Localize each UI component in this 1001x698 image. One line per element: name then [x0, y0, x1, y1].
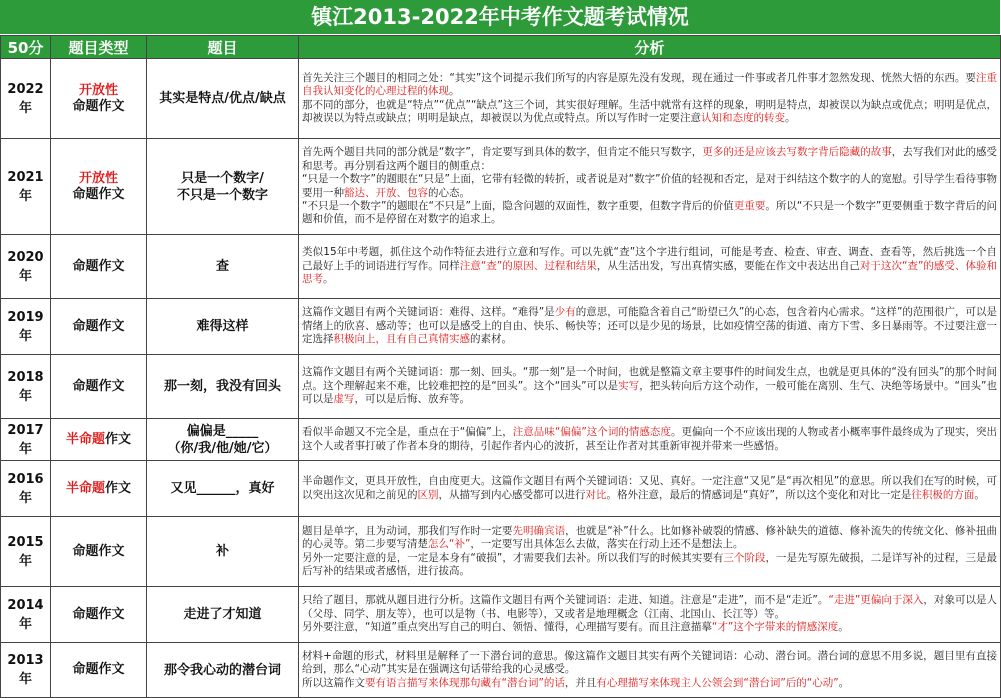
year-cell: 2014年 [1, 587, 51, 643]
analysis-text: 那不同的部分，也就是“特点”“优点”“缺点”这三个词，其实很好理解。生活中就常有这样的现象，明明是特点，却被误以为缺点或优点；明明是优点，却被误以为特点或缺点；明明是缺点，却被误以为优点或特点。所以写作时一定要注意 [302, 98, 997, 124]
year-cell: 2013年 [1, 643, 51, 698]
header-type: 题目类型 [51, 36, 147, 59]
analysis-text: 。 [785, 111, 796, 124]
year-cell: 2015年 [1, 517, 51, 587]
analysis-text: 这篇作文题目有两个关键词语：难得、这样。“难得”是 [302, 306, 555, 319]
type-label: 命题作文 [72, 318, 125, 334]
type-emphasis: 半命题 [65, 431, 105, 447]
table-row [1, 299, 1001, 355]
year-cell: 2016年 [1, 461, 51, 517]
table-row [1, 355, 1001, 419]
topic-cell [147, 355, 299, 419]
type-label: 命题作文 [72, 98, 125, 114]
topic-cell [147, 517, 299, 587]
topic-line: 那一刻，我没有回头 [163, 379, 281, 394]
type-cell [51, 139, 147, 235]
analysis-text: 题目是单字，且为动词，那我们写作时一定要 [302, 524, 513, 537]
analysis-paragraph [302, 426, 997, 453]
exam-table [0, 35, 1001, 698]
topic-cell [147, 299, 299, 355]
analysis-text: 这篇作文题目有两个关键词语：那一刻、回头。“那一刻”是一个时间，也就是整篇文章主要事件的时间发生点，也就是更具体的“没有回头”的那个时间点。这个理解起来不难，比较难把控的是“回头”。这个“回头”可以是 [302, 366, 997, 392]
analysis-text: 的心态。 [428, 186, 470, 199]
year-cell: 2021年 [1, 139, 51, 235]
analysis-text: ，把头转向后方这个动作，一般可能在离别、生气、决绝等场景中。“回头”也可以是 [302, 379, 997, 406]
analysis-paragraph [302, 72, 997, 99]
year-cell: 2018年 [1, 355, 51, 419]
analysis-cell [299, 461, 1001, 517]
type-cell [51, 643, 147, 698]
header-row [1, 36, 1001, 59]
type-cell [51, 235, 147, 299]
analysis-paragraph [302, 552, 997, 579]
header-analysis: 分析 [299, 36, 1001, 59]
analysis-paragraph [302, 677, 997, 690]
analysis-text: ，并且 [564, 676, 597, 689]
topic-cell [147, 587, 299, 643]
type-label: 作文 [105, 480, 132, 496]
type-emphasis: 半命题 [65, 480, 105, 496]
analysis-paragraph [302, 366, 997, 406]
topic-line: 只是一个数字/ [181, 170, 264, 186]
topic-line: 其实是特点/优点/缺点 [159, 91, 286, 106]
topic-line: 难得这样 [196, 319, 249, 334]
type-label: 作文 [105, 431, 132, 447]
analysis-cell [299, 139, 1001, 235]
analysis-text: 。所以“不只是一个数字”更要侧重于数字背后的问题和价值，而不是停留在对数字的追求上。 [302, 199, 997, 226]
analysis-text: 类似15年中考题，抓住这个动作特征去进行立意和写作。可以先就“查”这个字进行组词，可能是考查、检查、审查、调查、查看等，然后挑选一个自己最好上手的词语进行写作。同样 [302, 246, 997, 272]
analysis-highlight: 虚写 [333, 393, 355, 406]
analysis-highlight: 更多的还是应该去写数字背后隐藏的故事 [702, 146, 892, 159]
analysis-highlight: 豁达、开放、包容 [344, 186, 428, 199]
analysis-highlight: 少有 [554, 306, 576, 319]
table-row [1, 643, 1001, 698]
analysis-text: “只是一个数字”的题眼在“只是”上面，它带有轻微的转折，或者说是对“数字”价值的轻视和否定，是对于纠结这个数字的人的宽慰。引导学生看待事物要用一种 [302, 173, 997, 199]
analysis-cell [299, 235, 1001, 299]
type-cell [51, 419, 147, 461]
analysis-highlight: 往积极的方面 [911, 488, 975, 501]
analysis-text: 首先两个题目共同的部分就是“数字”，肯定要写到具体的数字，但肯定不能只写数字， [302, 146, 703, 159]
type-label: 命题作文 [72, 378, 125, 394]
topic-line: （你/我/他/她/它） [167, 440, 278, 456]
analysis-text: 所以这篇作文 [302, 676, 365, 689]
analysis-highlight: 积极向上，且有自己真情实感 [333, 333, 470, 346]
analysis-text: 。 [974, 488, 985, 501]
analysis-paragraph [302, 200, 997, 227]
analysis-paragraph [302, 246, 997, 286]
type-label: 命题作文 [72, 662, 125, 677]
topic-line: 那令我心动的潜台词 [163, 662, 281, 678]
analysis-paragraph [302, 146, 997, 173]
table-row [1, 235, 1001, 299]
table-row [1, 587, 1001, 643]
analysis-text: 材料+命题的形式，材料里是解释了一下潜台词的意思。像这篇作文题目其实有两个关键词语：心动、潜台词。潜台词的意思不用多说，题目里有直接给到，那么“心动”其实是在强调这句话带给我的心灵感受。 [302, 649, 997, 676]
type-cell [51, 587, 147, 643]
year-cell: 2019年 [1, 299, 51, 355]
analysis-text: 。格外注意，最后的情感词是“真好”，所以这个变化和对比一定是 [606, 488, 912, 501]
type-emphasis: 开放性 [78, 82, 118, 98]
analysis-text: ，一是先写原先破损，二是详写补的过程，三是最后写补的结果或者感悟，进行拔高。 [302, 551, 998, 577]
analysis-highlight: 对比 [585, 488, 607, 501]
year-cell: 2020年 [1, 235, 51, 299]
analysis-cell [299, 643, 1001, 698]
topic-cell [147, 59, 299, 139]
table-row [1, 461, 1001, 517]
analysis-cell [299, 517, 1001, 587]
topic-line: 查 [215, 259, 229, 274]
analysis-text: “不只是一个数字”的题眼在“不只是”上面，隐含问题的双面性，数字重要，但数字背后的价值 [302, 199, 734, 212]
analysis-paragraph [302, 99, 997, 126]
page-title: 镇江2013-2022年中考作文题考试情况 [0, 0, 1000, 34]
analysis-text: 。 [449, 85, 460, 98]
topic-cell [147, 139, 299, 235]
type-label: 命题作文 [72, 606, 125, 622]
type-label: 命题作文 [72, 543, 125, 559]
analysis-highlight: 认知和态度的转变 [701, 111, 785, 124]
analysis-text: 。 [838, 621, 849, 634]
analysis-text: ，一定要写出具体怎么去做，落实在行动上还不是想法上。 [470, 538, 744, 551]
type-cell [51, 461, 147, 517]
analysis-highlight: 注重自我认知变化的心理过程的体现 [302, 71, 997, 98]
type-label: 命题作文 [72, 258, 125, 274]
analysis-highlight: 三个阶段 [723, 551, 766, 564]
analysis-highlight: 对于这次“查”的感受、体验和思考 [302, 259, 998, 286]
year-cell: 2022年 [1, 59, 51, 139]
analysis-paragraph [302, 594, 997, 621]
topic-cell [147, 419, 299, 461]
analysis-paragraph [302, 650, 997, 677]
analysis-cell [299, 299, 1001, 355]
analysis-highlight: 先明确宾语 [512, 524, 566, 537]
analysis-text: 首先关注三个题目的相同之处：“其实”这个词提示我们所写的内容是原先没有发现，现在通过一件事或者几件事才忽然发现、恍然大悟的东西。要 [302, 71, 976, 84]
type-cell [51, 355, 147, 419]
analysis-highlight: 注意品味“偏偏”这个词的情感态度 [512, 426, 671, 439]
table-row [1, 419, 1001, 461]
analysis-text: ，去写我们对此的感受和思考。再分别看这两个题目的侧重点： [302, 146, 998, 172]
topic-cell [147, 643, 299, 698]
analysis-highlight: 有心理描写来体现主人公领会到“潜台词”后的“心动” [596, 676, 839, 689]
analysis-text: 。 [323, 273, 334, 286]
analysis-text: ，也就是“补”什么。比如修补破裂的情感、修补缺失的道德、修补流失的传统文化、修补扭曲的心灵等。第二步要写清楚 [302, 524, 998, 551]
analysis-paragraph [302, 525, 997, 552]
topic-cell [147, 235, 299, 299]
analysis-highlight: 注意“查”的原因、过程和结果 [459, 259, 597, 272]
type-label: 命题作文 [72, 186, 125, 202]
analysis-cell [299, 355, 1001, 419]
table-row [1, 517, 1001, 587]
type-cell [51, 59, 147, 139]
type-cell [51, 517, 147, 587]
analysis-cell [299, 59, 1001, 139]
analysis-text: 的素材。 [470, 333, 512, 346]
analysis-text: 。更偏向一个不应该出现的人物或者小概率事件最终成为了现实，突出这个人或者事打破了作者本身的期待，引起作者内心的波折，甚至让作者对其重新审视并带来一些感悟。 [302, 426, 997, 452]
topic-line: 又见______，真好 [170, 481, 275, 496]
type-cell [51, 299, 147, 355]
analysis-text: 看似半命题又不完全是，重点在于“偏偏”上， [302, 426, 513, 439]
analysis-paragraph [302, 306, 997, 346]
analysis-text: 只给了题目，那就从题目进行分析。这篇作文题目有两个关键词语：走进、知道。注意是“走进”，而不是“走近”。 [302, 594, 829, 607]
analysis-paragraph [302, 621, 997, 634]
analysis-text: ，对象可以是人（父母、同学、朋友等），也可以是物（书、电影等），又或者是地理概念（江南、北国山、长江等）等。 [302, 594, 997, 620]
analysis-text: 半命题作文，更具开放性，自由度更大。这篇作文题目有两个关键词语：又见、真好。一定注意“又见”是“再次相见”的意思。所以我们在写的时候，可以突出这次见和之前见的 [302, 475, 997, 501]
analysis-highlight: “走进”更偏向于深入 [828, 594, 924, 607]
topic-line: 不只是一个数字 [176, 187, 268, 203]
analysis-text: 。 [838, 676, 850, 689]
analysis-text: ，从生活出发，写出真情实感，要能在作文中表达出自己 [596, 259, 860, 272]
header-score: 50分 [1, 36, 51, 59]
table-row [1, 139, 1001, 235]
analysis-text: ，从描写到内心感受都可以进行 [438, 488, 586, 501]
analysis-text: 的意思，可能隐含着自己“盼望已久”的心态，包含着内心需求。“这样”的范围很广，可以是情绪上的欣喜、感动等；也可以是感受上的自由、快乐、畅快等；还可以是少见的场景，比如疫情空荡的街道、南方下雪、多日暴雨等。不过要注意一定选择 [302, 306, 998, 346]
topic-line: 走进了才知道 [183, 607, 262, 622]
year-cell: 2017年 [1, 419, 51, 461]
analysis-highlight: 要有语言描写来体现那句藏有“潜台词”的话 [365, 676, 565, 689]
analysis-paragraph [302, 173, 997, 200]
header-topic: 题目 [147, 36, 299, 59]
analysis-text: ，可以是后悔、放弃等。 [354, 393, 470, 406]
topic-line: 补 [215, 544, 229, 559]
analysis-highlight: “才”这个字带来的情感深度 [711, 621, 839, 634]
analysis-cell [299, 587, 1001, 643]
analysis-highlight: 实写 [618, 379, 640, 392]
analysis-cell [299, 419, 1001, 461]
analysis-text: 另外要注意，“知道”重点突出写自己的明白、领悟、懂得，心理描写要有。而且注意描摹 [302, 621, 712, 634]
analysis-text: 另外一定要注意的是，一定是本身有“破损”，才需要我们去补。所以我们写的时候其实要有 [302, 551, 724, 564]
analysis-paragraph [302, 475, 997, 502]
type-emphasis: 开放性 [78, 170, 118, 186]
topic-cell [147, 461, 299, 517]
analysis-highlight: 怎么“补” [428, 538, 471, 551]
table-row [1, 59, 1001, 139]
topic-line: 偏偏是_____ [186, 423, 259, 439]
analysis-highlight: 区别 [417, 488, 439, 501]
analysis-highlight: 更重要 [733, 199, 766, 212]
